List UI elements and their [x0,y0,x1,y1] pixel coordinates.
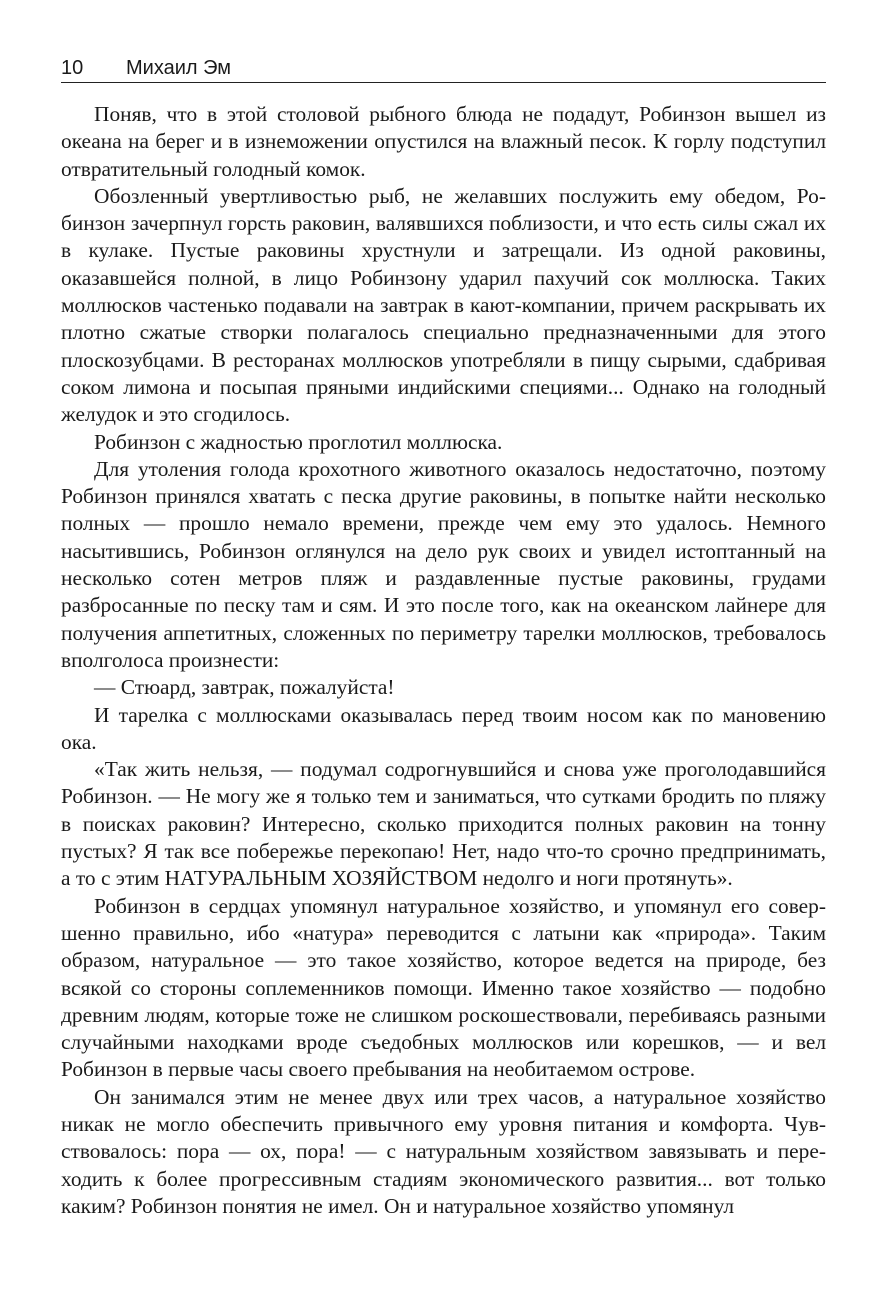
running-header [61,56,826,83]
paragraph: «Так жить нельзя, — подумал содрогнувшийся и снова уже проголодавшийся Робинзон. — Не могу же я только тем и заниматься, что сутками бродить по пляжу в поисках раковин? Интересно, сколько приходится полных раковин на тонну пустых? Я так все побережье перекопаю! Нет, надо что-то срочно предпринимать, а то с этим НАТУРАЛЬНЫМ ХОЗЯЙСТВОМ недолго и ноги протянуть». [61,757,826,891]
paragraph: Робинзон в сердцах упомянул натуральное хозяйство, и упомянул его совершенно правильно, ибо «натура» переводится с латыни как «природа». Таким образом, натуральное — это такое хозяйство, которое ведется на природе, без всякой со стороны соплеменников помощи. Именно такое хозяйство — подобно древним людям, которые тоже не слишком роскошествовали, перебиваясь разными случайными находками вроде съедобных моллюсков или корешков, — и вел Робинзон в первые часы своего пребывания на необитаемом острове. [61,893,826,1082]
paragraph: И тарелка с моллюсками оказывалась перед твоим носом как по мановeнию ока. [61,702,826,754]
paragraph: Он занимался этим не менее двух или трех часов, а натуральное хозяйство никак не могло обеспечить привычного ему уровня питания и комфорта. Чувствовалось: пора — ох, пора! — с натуральным хозяйством завязывать и переходить к более прогрессивным стадиям экономического развития... вот только каким? Робинзон понятия не имел. Он и натуральное хозяйство упомянул [61,1084,826,1218]
main-text [61,101,826,1220]
paragraph: Робинзон с жадностью проглотил моллюска. [94,429,503,454]
paragraph: Обозленный увертливостью рыб, не желавших послужить ему обедом, Робинзон зачерпнул горсть раковин, валявшихся поблизости, и что есть силы сжал их в кулаке. Пустые раковины хрустнули и затрещали. Из одной раковины, оказавшейся полной, в лицо Робинзону ударил пахучий сок моллюска. Таких моллюсков частенько подавали на завтрак в кают-компании, причем раскрывать их плотно сжатые створки полагалось специально предназначенными для этого плоскозубцами. В ресторанах моллюсков употребляли в пищу сырыми, сдабривая соком лимона и посыпая пряными индийскими специями... Однако на голодный желудок и это сгодилось. [61,183,826,427]
page-number: 10 [61,57,84,79]
running-header-author: Михаил Эм [126,57,232,79]
paragraph: Для утоления голода крохотного животного оказалось недостаточно, поэтому Робинзон принялся хватать с песка другие раковины, в попытке найти несколько полных — прошло немало времени, прежде чем ему это удалось. Немного насытившись, Робинзон оглянулся на дело рук своих и увидел истоптанный на несколько сотен метров пляж и раздавленные пустые раковины, грудами разбросанные по песку там и сям. И это после того, как на океанском лайнере для получения аппетитных, сложенных по периметру тарелки моллюсков, требовалось вполголоса произнести: [61,456,826,672]
paragraph: Поняв, что в этой столовой рыбного блюда не подадут, Робинзон вышел из океана на берег и в изнеможении опустился на влажный песок. К горлу подступил отвратительный голодный комок. [61,102,826,181]
paragraph: — Стюард, завтрак, пожалуйста! [94,675,395,700]
